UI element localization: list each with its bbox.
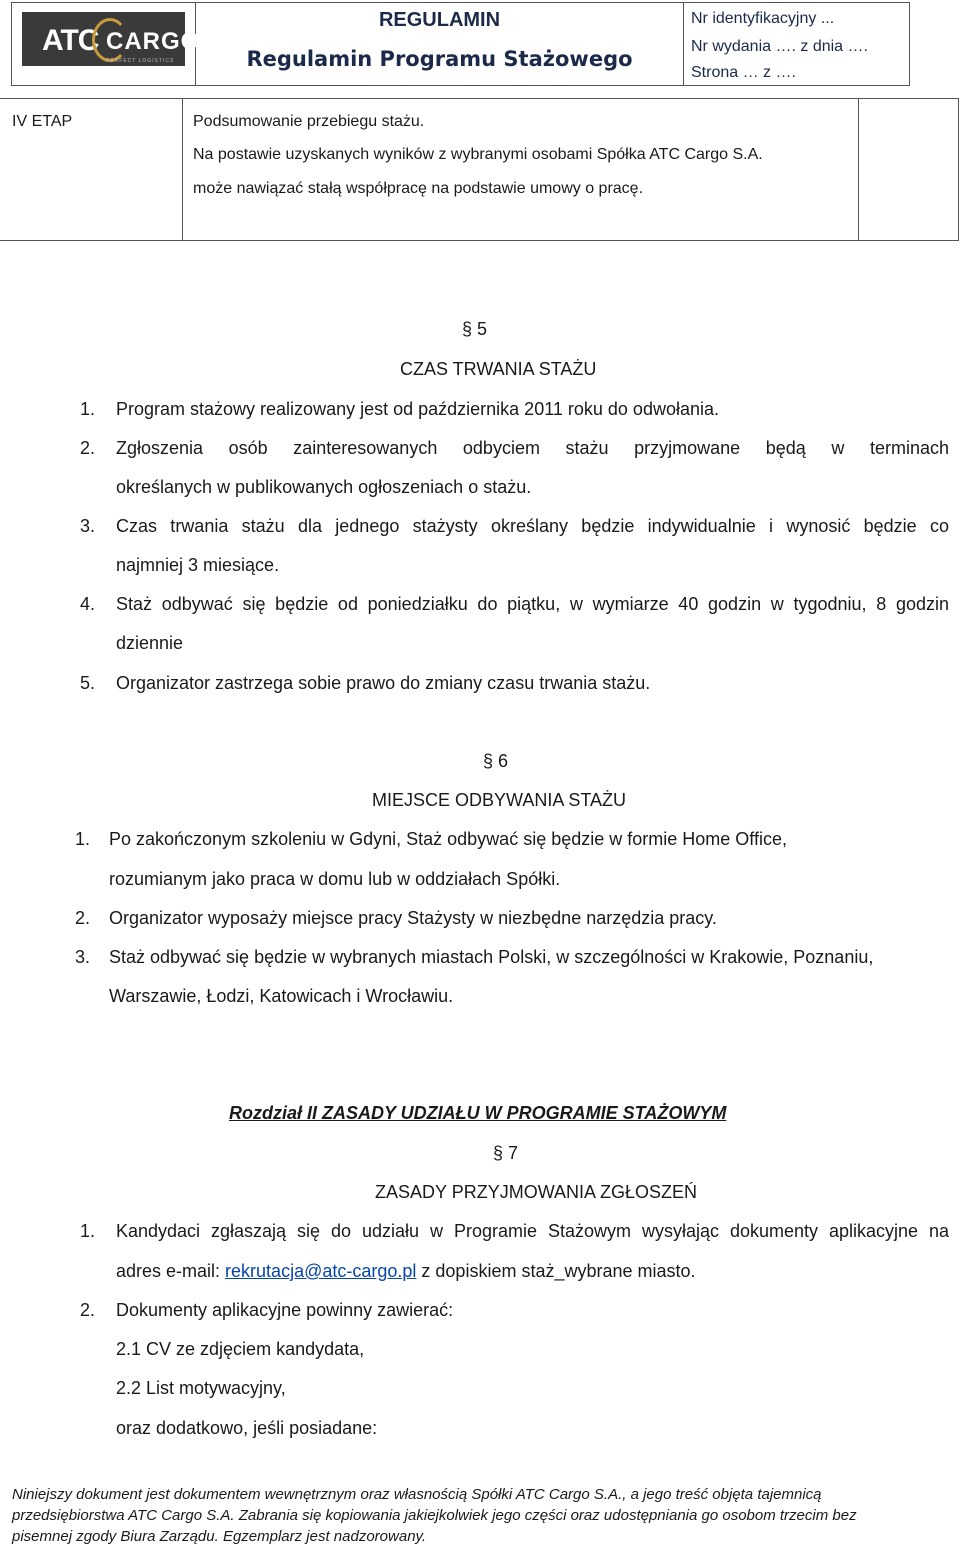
s5-item-4-number: 4.	[80, 594, 96, 614]
s7-item-1-line-2	[116, 1261, 696, 1282]
s7-item-1-number: 1.	[80, 1221, 96, 1241]
s5-item-4-line-2: dziennie	[116, 633, 184, 653]
document-type: REGULAMIN	[378, 9, 501, 31]
company-logo	[22, 12, 201, 66]
s6-item-2: Organizator wyposaży miejsce pracy Stażysty w niezbędne narzędzia pracy.	[109, 908, 717, 928]
s5-item-3-line-2: najmniej 3 miesiące.	[116, 555, 280, 575]
title-cell	[196, 3, 684, 85]
s6-item-1-number: 1.	[75, 829, 91, 849]
logo-cell	[12, 3, 201, 85]
s7-item-2-number: 2.	[80, 1300, 96, 1320]
s5-item-2-number: 2.	[80, 438, 96, 458]
s7-item-2-2: 2.2 List motywacyjny,	[116, 1378, 286, 1398]
email-label: adres e-mail:	[116, 1261, 226, 1281]
edition-number: Nr wydania …. z dnia ….	[691, 38, 868, 55]
footer-line-3: pisemnej zgody Biura Zarządu. Egzemplarz jest nadzorowany.	[12, 1528, 427, 1545]
s6-item-3-line-2: Warszawie, Łodzi, Katowicach i Wrocławiu.	[109, 986, 454, 1006]
s6-item-3-number: 3.	[75, 947, 91, 967]
s5-item-5-number: 5.	[80, 673, 96, 693]
chapter-heading: Rozdział II ZASADY UDZIAŁU W PROGRAMIE STAŻOWYM	[229, 1103, 727, 1123]
stage-line-3: może nawiązać stałą współpracę na podstawie umowy o pracę.	[193, 180, 644, 197]
s5-item-5: Organizator zastrzega sobie prawo do zmiany czasu trwania stażu.	[116, 673, 651, 693]
footer-line-1: Niniejszy dokument jest dokumentem wewnętrznym oraz własnością Spółki ATC Cargo S.A., a jego treść objęta tajemnicą	[12, 1486, 822, 1503]
s7-item-2-1: 2.1 CV ze zdjęciem kandydata,	[116, 1339, 365, 1359]
s5-item-2-line-2: określanych w publikowanych ogłoszeniach o stażu.	[116, 477, 532, 497]
document-header	[11, 2, 910, 86]
meta-cell	[684, 3, 909, 85]
s7-item-2-additional: oraz dodatkowo, jeśli posiadane:	[116, 1418, 378, 1438]
s7-item-2: Dokumenty aplikacyjne powinny zawierać:	[116, 1300, 454, 1320]
section-5-title: CZAS TRWANIA STAŻU	[400, 359, 597, 379]
id-number: Nr identyfikacyjny ...	[691, 10, 835, 27]
section-6-mark: § 6	[483, 751, 509, 771]
document-title: Regulamin Programu Stażowego	[246, 47, 633, 71]
logo-text-cargo: CARGO	[106, 28, 201, 55]
recruitment-email-link[interactable]: rekrutacja@atc-cargo.pl	[225, 1261, 417, 1281]
page-number: Strona … z ….	[691, 64, 796, 81]
stage-line-2: Na postawie uzyskanych wyników z wybranymi osobami Spółka ATC Cargo S.A.	[193, 146, 763, 163]
stage-label: IV ETAP	[12, 113, 73, 130]
s5-item-3-number: 3.	[80, 516, 96, 536]
s6-item-2-number: 2.	[75, 908, 91, 928]
s6-item-3-line-1: Staż odbywać się będzie w wybranych miastach Polski, w szczególności w Krakowie, Poznaniu,	[109, 947, 874, 967]
s5-item-1-number: 1.	[80, 399, 96, 419]
section-7-title: ZASADY PRZYJMOWANIA ZGŁOSZEŃ	[375, 1182, 698, 1202]
stage-table-row	[0, 98, 959, 241]
stage-label-cell	[0, 99, 183, 240]
logo-tagline: PERFECT LOGISTICS	[106, 58, 175, 64]
stage-empty-cell	[858, 99, 859, 240]
s5-item-3-line-1: Czas trwania stażu dla jednego stażysty określany będzie indywidualnie i wynosić będzie co	[116, 516, 949, 536]
footer-line-2: przedsiębiorstwa ATC Cargo S.A. Zabrania się kopiowania jakiejkolwiek jego części oraz udostępniania go osobom trzecim bez	[12, 1507, 857, 1524]
s6-item-1-line-2: rozumianym jako praca w domu lub w oddziałach Spółki.	[109, 869, 561, 889]
section-7-mark: § 7	[493, 1143, 519, 1163]
stage-line-1: Podsumowanie przebiegu stażu.	[193, 113, 425, 130]
s5-item-1: Program stażowy realizowany jest od października 2011 roku do odwołania.	[116, 399, 719, 419]
logo-text-atc: ATC	[42, 24, 99, 57]
s7-item-1-line-1: Kandydaci zgłaszają się do udziału w Programie Stażowym wysyłając dokumenty aplikacyjne na	[116, 1221, 949, 1241]
s5-item-4-line-1: Staż odbywać się będzie od poniedziałku do piątku, w wymiarze 40 godzin w tygodniu, 8 godzin	[116, 594, 949, 614]
s5-item-2-line-1: Zgłoszenia osób zainteresowanych odbyciem stażu przyjmowane będą w terminach	[116, 438, 949, 458]
section-6-title: MIEJSCE ODBYWANIA STAŻU	[372, 790, 627, 810]
s6-item-1-line-1: Po zakończonym szkoleniu w Gdyni, Staż odbywać się będzie w formie Home Office,	[109, 829, 787, 849]
email-note: z dopiskiem staż_wybrane miasto.	[416, 1261, 696, 1281]
section-5-mark: § 5	[462, 319, 488, 339]
